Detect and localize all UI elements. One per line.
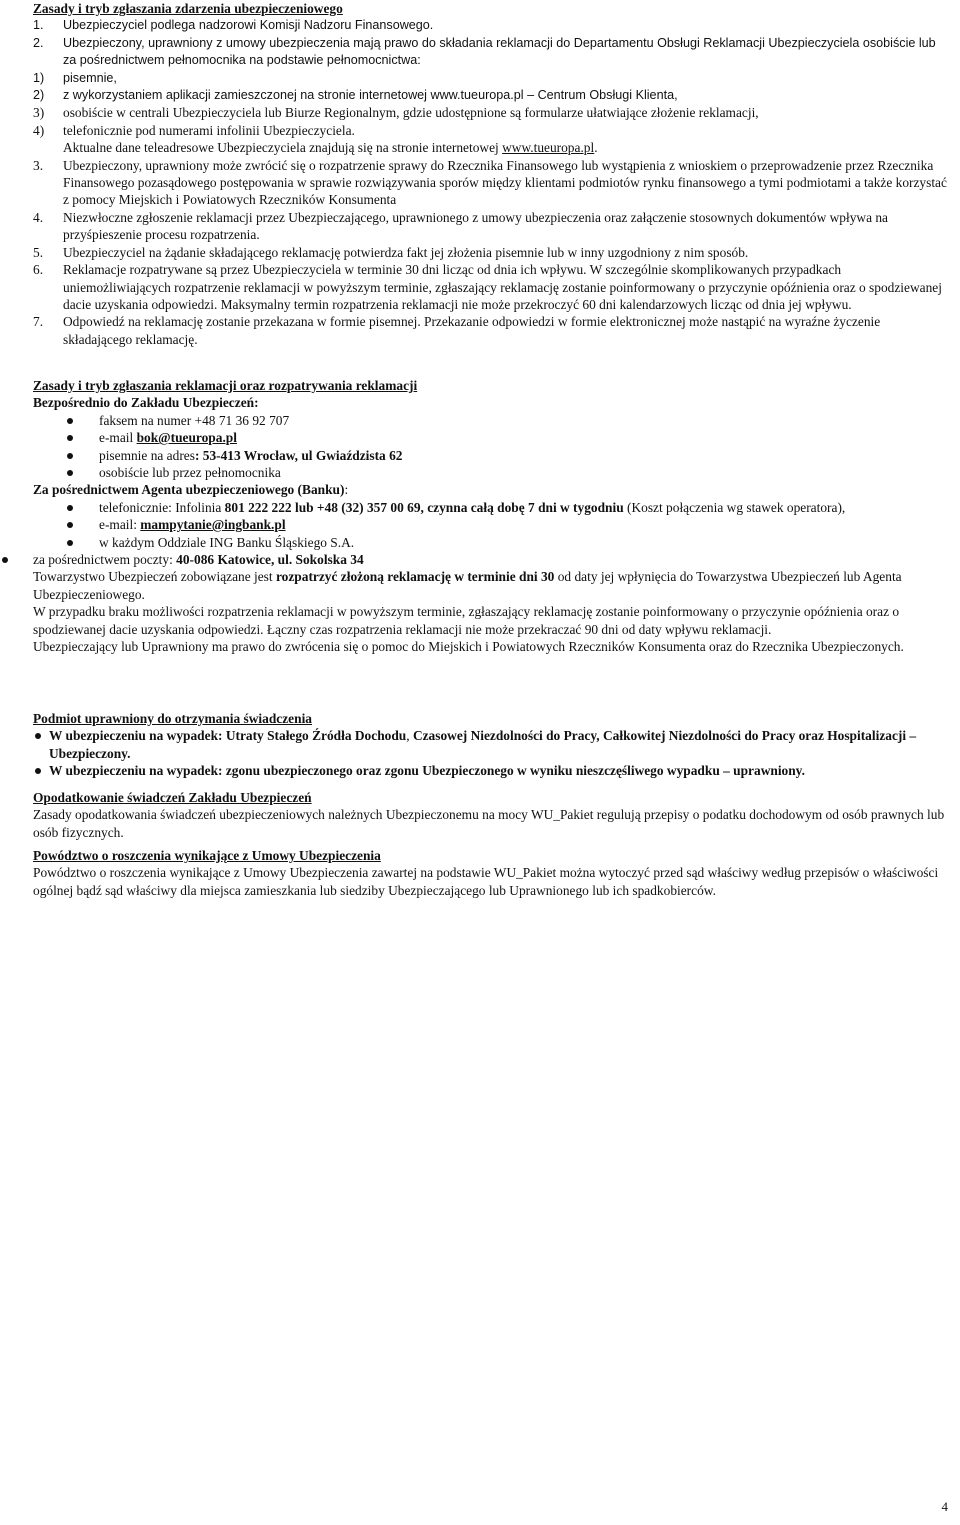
section-title: Zasady i tryb zgłaszania reklamacji oraz rozpatrywania reklamacji (33, 378, 418, 393)
section-beneficiary (33, 710, 948, 780)
list-item: 2. Ubezpieczony, uprawniony z umowy ubezpieczenia mają prawo do składania reklamacji do Departamentu Obsługi Reklamacji Ubezpieczyciela osobiście lub za pośrednictwem pełnomocnika na podstawie pełnomocnictwa: (33, 35, 936, 68)
section-complaints-procedure (33, 377, 948, 656)
post-item: pisemnie na adres: 53-413 Wrocław, ul Gwiaździsta 62 (33, 447, 948, 464)
agent-contact-list (33, 499, 948, 551)
phone-item: telefonicznie: Infolinia 801 222 222 lub +48 (32) 357 00 69, czynna całą dobę 7 dni w tygodniu (Koszt połączenia wg stawek operatora), (33, 499, 948, 516)
sublist-item: 3) osobiście w centrali Ubezpieczyciela lub Biurze Regionalnym, gdzie udostępnione są formularze ułatwiające złożenie reklamacji, (33, 105, 759, 121)
direct-heading: Bezpośrednio do Zakładu Ubezpieczeń: (33, 395, 259, 411)
list-item: 7. Odpowiedź na reklamację zostanie przekazana w formie pisemnej. Przekazanie odpowiedzi w formie elektronicznej może nastąpić na wyraźne życzenie składającego reklamację. (33, 314, 881, 347)
section-complaints-event (33, 0, 948, 348)
email-item: e-mail bok@tueuropa.pl (33, 429, 948, 446)
sublist-item: 4) telefonicznie pod numerami infolinii Ubezpieczyciela. (33, 122, 355, 138)
list-item: 5. Ubezpieczyciel na żądanie składającego reklamację potwierdza fakt jej złożenia pisemnie lub w inny uzgodniony z nim sposób. (33, 244, 749, 260)
section-taxation (33, 789, 948, 841)
sublist-item: 2) z wykorzystaniem aplikacji zamieszczonej na stronie internetowej www.tueuropa.pl – Centrum Obsługi Klienta, (33, 88, 678, 103)
personal-item: osobiście lub przez pełnomocnika (33, 464, 948, 481)
section-title: Powództwo o roszczenia wynikające z Umowy Ubezpieczenia (33, 848, 381, 863)
bullet-icon (2, 557, 8, 563)
teleadres-note: Aktualne dane teleadresowe Ubezpieczyciela znajdują się na stronie internetowej www.tueuropa.pl. (63, 140, 598, 156)
list-item: 6. Reklamacje rozpatrywane są przez Ubezpieczyciela w terminie 30 dni licząc od dnia ich wpływu. W szczególnie skomplikowanych przypadkach uniemożliwiających rozpatrzenie reklamacji w powyższym terminie, zgłaszający reklamację zostanie poinformowany o przyczynie opóźnienia oraz o spodziewanej dacie uzyskania odpowiedzi. Maksymalny termin rozpatrzenia reklamacji nie może przekroczyć 60 dni kalendarzowych licząc od dnia jej wpływu. (33, 262, 942, 312)
list-item: 1. Ubezpieczyciel podlega nadzorowi Komisji Nadzoru Finansowego. (33, 18, 434, 33)
fax-item: faksem na numer +48 71 36 92 707 (33, 412, 948, 429)
post-line: za pośrednictwem poczty: 40-086 Katowice, ul. Sokolska 34 (33, 551, 948, 568)
page-number: 4 (941, 1498, 948, 1514)
paragraph: Ubezpieczający lub Uprawniony ma prawo do zwrócenia się o pomoc do Miejskich i Powiatowych Rzeczników Konsumenta oraz do Rzecznika Ubezpieczonych. (33, 639, 904, 655)
agent-email-link[interactable]: mampytanie@ingbank.pl (140, 517, 286, 533)
list-item: 4. Niezwłoczne zgłoszenie reklamacji przez Ubezpieczającego, uprawnionego z umowy ubezpieczenia oraz załączenie stosownych dokumentów wpływa na przyśpieszenie procesu rozpatrzenia. (33, 209, 889, 243)
beneficiary-item: W ubezpieczeniu na wypadek: zgonu ubezpieczonego oraz zgonu Ubezpieczonego w wyniku nieszczęśliwego wypadku – uprawniony. (33, 762, 948, 779)
beneficiary-item: W ubezpieczeniu na wypadek: Utraty Stałego Źródła Dochodu, Czasowej Niezdolności do Pracy, Całkowitej Niezdolności do Pracy oraz Hospitalizacji – Ubezpieczony. (33, 727, 948, 762)
sublist (33, 70, 948, 140)
section-lawsuit (33, 847, 948, 899)
branch-item: w każdym Oddziale ING Banku Śląskiego S.A. (33, 534, 948, 551)
section-title: Podmiot uprawniony do otrzymania świadczenia (33, 711, 312, 726)
paragraph: Zasady opodatkowania świadczeń ubezpieczeniowych należnych Ubezpieczonemu na mocy WU_Pakiet regulują przepisy o podatku dochodowym od osób prawnych lub osób fizycznych. (33, 807, 945, 840)
agent-heading: Za pośrednictwem Agenta ubezpieczeniowego (Banku): (33, 482, 349, 498)
paragraph: Powództwo o roszczenia wynikające z Umowy Ubezpieczenia zawartej na podstawie WU_Pakiet można wytoczyć przed sąd właściwy według przepisów o właściwości ogólnej bądź sąd właściwy dla miejsca zamieszkania lub siedziby Ubezpieczającego lub Uprawnionego lub ich spadkobierców. (33, 865, 939, 898)
direct-contact-list (33, 412, 948, 482)
email-link[interactable]: bok@tueuropa.pl (136, 430, 237, 446)
beneficiary-list (33, 727, 948, 779)
paragraph: W przypadku braku możliwości rozpatrzenia reklamacji w powyższym terminie, zgłaszający reklamację zostanie poinformowany o przyczynie opóźnienia oraz o spodziewanej dacie uzyskania odpowiedzi. Łączny czas rozpatrzenia reklamacji nie może przekraczać 90 dni od daty wpływu reklamacji. (33, 604, 900, 637)
tueuropa-link[interactable]: www.tueuropa.pl (502, 140, 595, 156)
paragraph: Towarzystwo Ubezpieczeń zobowiązane jest rozpatrzyć złożoną reklamację w terminie dni 30 od daty jej wpłynięcia do Towarzystwa Ubezpieczeń lub Agenta Ubezpieczeniowego. (33, 569, 902, 602)
list-item: 3. Ubezpieczony, uprawniony może zwrócić się o rozpatrzenie sprawy do Rzecznika Finansowego lub wystąpienia z wnioskiem o przeprowadzenie przez Rzecznika Finansowego pozasądowego postępowania w sprawie rozwiązywania sporów między klientami podmiotów rynku finansowego a tymi podmiotami a także korzystać z pomocy Miejskich i Powiatowych Rzeczników Konsumenta (33, 157, 947, 208)
sublist-item: 1) pisemnie, (33, 70, 117, 85)
section-title: Zasady i tryb zgłaszania zdarzenia ubezpieczeniowego (33, 1, 343, 16)
agent-email-item: e-mail: mampytanie@ingbank.pl (33, 516, 948, 533)
section-title: Opodatkowanie świadczeń Zakładu Ubezpieczeń (33, 790, 312, 805)
